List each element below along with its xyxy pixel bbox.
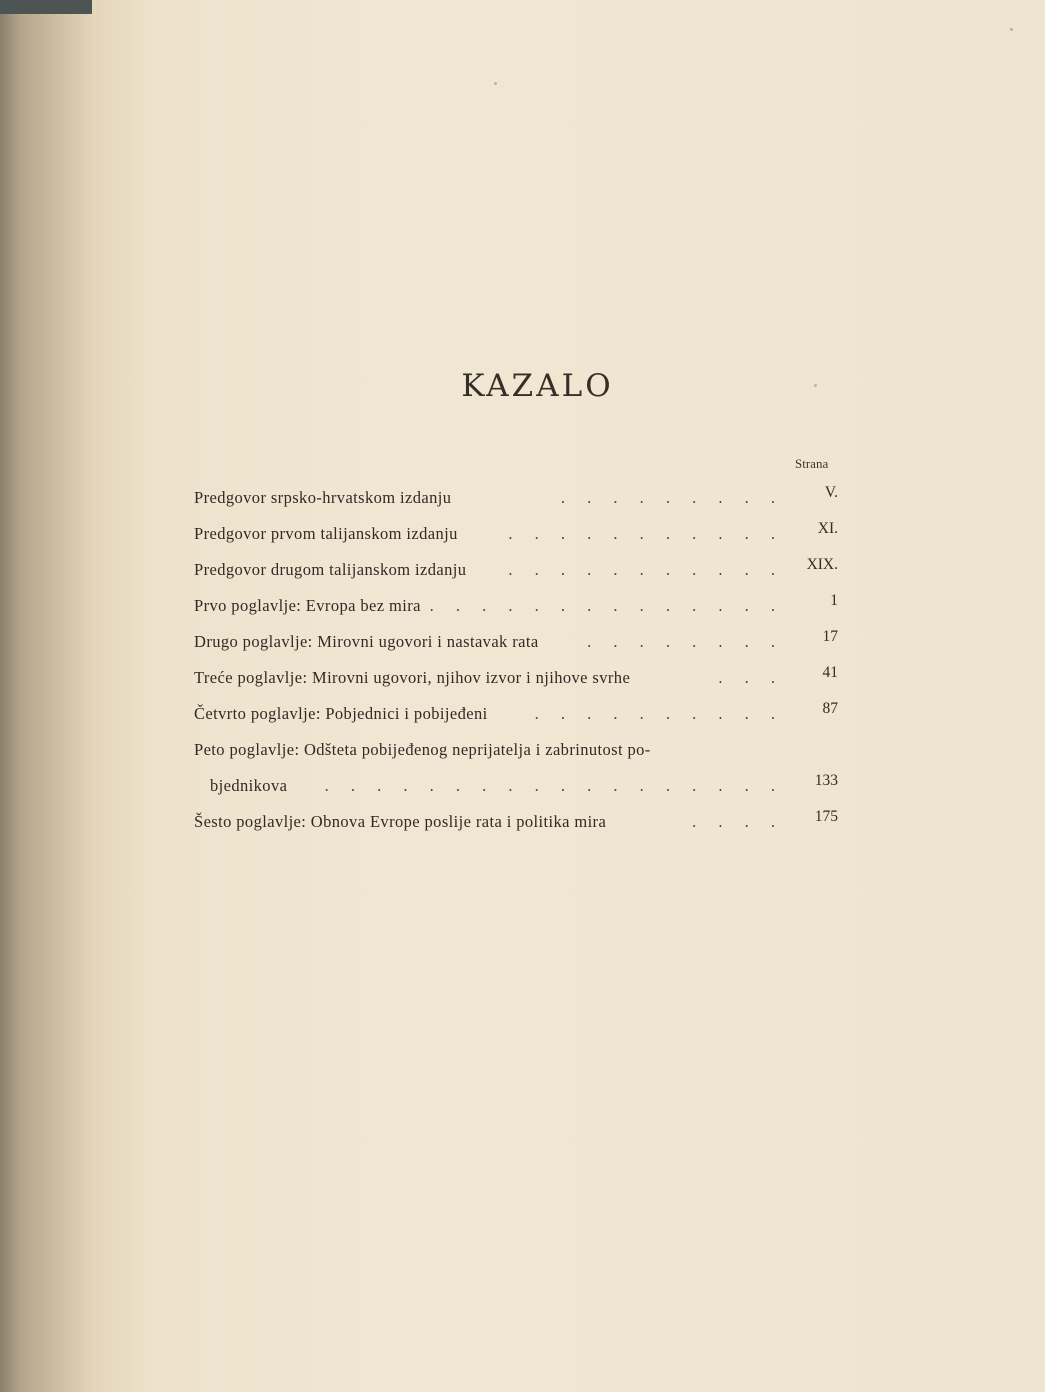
toc-entry-title: Peto poglavlje: Odšteta pobijeđenog neprijatelja i zabrinutost po- [194, 740, 651, 759]
leader-dots: . . . [718, 668, 784, 687]
toc-entry-title: Treće poglavlje: Mirovni ugovori, njihov izvor i njihove svrhe [194, 668, 631, 687]
toc-entry-title: Predgovor drugom talijanskom izdanju [194, 560, 467, 579]
toc-entry [194, 730, 844, 802]
page-title: KAZALO [461, 368, 614, 404]
toc-entry [194, 550, 844, 586]
toc-entry-title: Drugo poglavlje: Mirovni ugovori i nastavak rata [194, 632, 539, 651]
paper-speck [814, 384, 817, 387]
toc-entry-page: 1 [830, 592, 838, 609]
leader-dots: . . . . [692, 812, 784, 831]
leader-dots: . . . . . . . . . . . [508, 560, 784, 579]
page-column-header: Strana [795, 456, 829, 471]
toc-entry [194, 514, 844, 550]
table-of-contents [194, 478, 844, 838]
leader-dots: . . . . . . . . . . . . . . . . . . [324, 776, 784, 795]
toc-entry-page: XIX. [806, 556, 838, 573]
leader-dots: . . . . . . . . . [560, 488, 784, 507]
toc-entry [194, 478, 844, 514]
leader-dots: . . . . . . . . . . [534, 704, 784, 723]
toc-entry-page: 41 [822, 664, 838, 681]
toc-entry [194, 694, 844, 730]
toc-entry-page: 133 [814, 772, 838, 789]
toc-entry [194, 586, 844, 622]
binding-edge [0, 0, 92, 14]
toc-entry-title: Četvrto poglavlje: Pobjednici i pobijeđeni [194, 704, 488, 723]
toc-entry-title: Šesto poglavlje: Obnova Evrope poslije rata i politika mira [194, 812, 607, 831]
toc-entry-page: XI. [817, 520, 838, 537]
toc-entry-page: 175 [814, 808, 838, 825]
leader-dots: . . . . . . . . . . . . . . [429, 596, 784, 615]
toc-entry-title-continued: bjednikova [210, 776, 288, 795]
toc-entry-title: Predgovor prvom talijanskom izdanju [194, 524, 458, 543]
toc-entry [194, 622, 844, 658]
paper-speck [494, 82, 497, 85]
leader-dots: . . . . . . . . [587, 632, 784, 651]
toc-entry-page: 17 [822, 628, 838, 645]
toc-entry [194, 658, 844, 694]
book-spine-shadow [0, 0, 96, 1392]
paper-speck [1010, 28, 1013, 31]
toc-entry [194, 802, 844, 838]
toc-entry-page: V. [824, 484, 838, 501]
leader-dots: . . . . . . . . . . . [508, 524, 784, 543]
toc-entry-title: Predgovor srpsko-hrvatskom izdanju [194, 488, 452, 507]
toc-entry-title: Prvo poglavlje: Evropa bez mira [194, 596, 421, 615]
toc-entry-page: 87 [822, 700, 838, 717]
